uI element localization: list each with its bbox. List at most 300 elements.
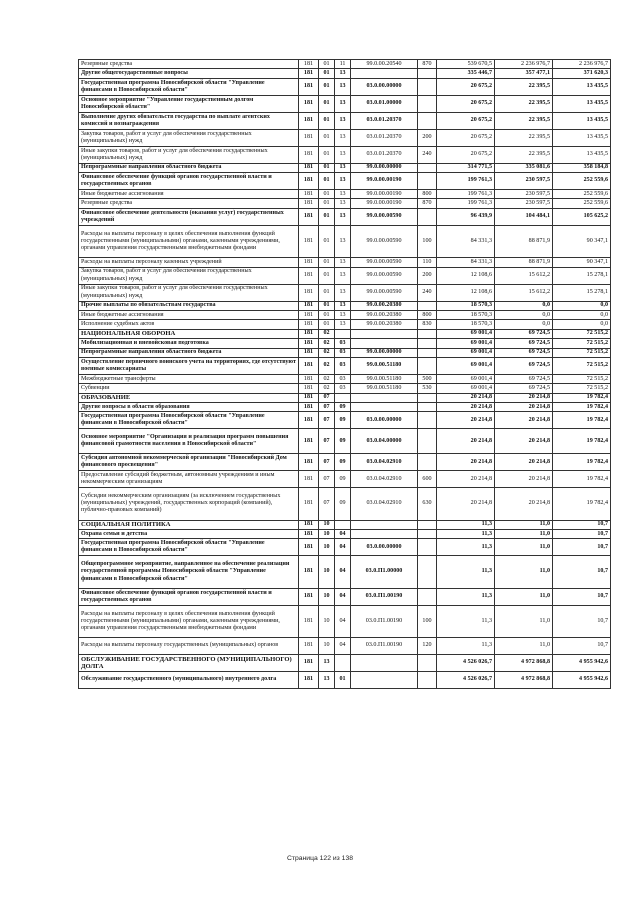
table-row bbox=[79, 429, 611, 454]
row-name-cell: Непрограммные направления областного бюджета bbox=[79, 163, 299, 172]
table-row bbox=[79, 284, 611, 301]
row-target-article-cell: 03.0.04.02910 bbox=[351, 454, 418, 471]
row-expense-type-cell bbox=[418, 301, 437, 310]
row-subsection-cell: 03 bbox=[335, 339, 351, 348]
row-grbs-cell: 181 bbox=[299, 146, 319, 163]
table-row bbox=[79, 529, 611, 538]
row-name-cell: Государственная программа Новосибирской области "Управление финансами в Новосибирской области" bbox=[79, 412, 299, 429]
row-section-cell: 02 bbox=[319, 329, 335, 338]
row-target-article-cell: 03.0.04.02910 bbox=[351, 488, 418, 520]
row-amount-year1-cell: 18 570,3 bbox=[437, 310, 495, 319]
row-amount-year2-cell: 357 477,1 bbox=[495, 69, 553, 78]
row-amount-year2-cell: 22 395,5 bbox=[495, 146, 553, 163]
table-row bbox=[79, 339, 611, 348]
table-row bbox=[79, 267, 611, 284]
row-name-cell: Иные закупки товаров, работ и услуг для обеспечения государственных (муниципальных) нужд bbox=[79, 146, 299, 163]
row-amount-year1-cell: 69 001,4 bbox=[437, 339, 495, 348]
row-subsection-cell: 13 bbox=[335, 173, 351, 190]
row-subsection-cell: 09 bbox=[335, 429, 351, 454]
row-expense-type-cell bbox=[418, 393, 437, 402]
row-target-article-cell: 99.0.00.00590 bbox=[351, 267, 418, 284]
page-number: Страница 122 из 138 bbox=[286, 855, 354, 862]
row-grbs-cell: 181 bbox=[299, 258, 319, 267]
row-target-article-cell: 99.0.00.00000 bbox=[351, 348, 418, 357]
row-section-cell: 10 bbox=[319, 539, 335, 556]
row-grbs-cell: 181 bbox=[299, 556, 319, 588]
row-amount-year3-cell: 2 236 976,7 bbox=[553, 60, 611, 69]
row-section-cell: 10 bbox=[319, 588, 335, 605]
row-section-cell: 01 bbox=[319, 199, 335, 208]
row-section-cell: 01 bbox=[319, 69, 335, 78]
table-row bbox=[79, 310, 611, 319]
row-expense-type-cell bbox=[418, 329, 437, 338]
row-amount-year1-cell: 84 331,3 bbox=[437, 225, 495, 257]
row-section-cell: 01 bbox=[319, 60, 335, 69]
row-subsection-cell: 03 bbox=[335, 384, 351, 393]
row-amount-year3-cell: 72 515,2 bbox=[553, 384, 611, 393]
row-name-cell: Расходы на выплаты персоналу казенных учреждений bbox=[79, 258, 299, 267]
row-amount-year2-cell: 22 395,5 bbox=[495, 129, 553, 146]
row-section-cell: 02 bbox=[319, 384, 335, 393]
row-section-cell: 01 bbox=[319, 310, 335, 319]
table-row bbox=[79, 225, 611, 257]
row-expense-type-cell bbox=[418, 69, 437, 78]
row-name-cell: ОБСЛУЖИВАНИЕ ГОСУДАРСТВЕННОГО (МУНИЦИПАЛЬНОГО) ДОЛГА bbox=[79, 655, 299, 672]
row-subsection-cell: 13 bbox=[335, 225, 351, 257]
row-grbs-cell: 181 bbox=[299, 655, 319, 672]
row-section-cell: 01 bbox=[319, 320, 335, 329]
row-expense-type-cell: 600 bbox=[418, 471, 437, 488]
row-name-cell: Расходы на выплаты персоналу государственных (муниципальных) органов bbox=[79, 638, 299, 655]
row-grbs-cell: 181 bbox=[299, 393, 319, 402]
row-amount-year3-cell: 10,7 bbox=[553, 520, 611, 529]
row-amount-year3-cell: 252 559,6 bbox=[553, 190, 611, 199]
row-name-cell: Прочие выплаты по обязательствам государства bbox=[79, 301, 299, 310]
row-target-article-cell: 99.0.00.20380 bbox=[351, 301, 418, 310]
row-section-cell: 13 bbox=[319, 672, 335, 689]
row-expense-type-cell: 110 bbox=[418, 258, 437, 267]
table-row bbox=[79, 488, 611, 520]
row-name-cell: Резервные средства bbox=[79, 60, 299, 69]
row-name-cell: Другие вопросы в области образования bbox=[79, 403, 299, 412]
row-section-cell: 07 bbox=[319, 454, 335, 471]
row-amount-year2-cell: 11,0 bbox=[495, 520, 553, 529]
row-target-article-cell: 03.0.00.00000 bbox=[351, 78, 418, 95]
row-amount-year2-cell: 22 395,5 bbox=[495, 112, 553, 129]
table-row bbox=[79, 348, 611, 357]
row-subsection-cell: 04 bbox=[335, 529, 351, 538]
table-row bbox=[79, 320, 611, 329]
row-subsection-cell: 13 bbox=[335, 320, 351, 329]
row-target-article-cell: 99.0.00.00590 bbox=[351, 208, 418, 225]
row-target-article-cell: 03.0.01.20370 bbox=[351, 112, 418, 129]
row-grbs-cell: 181 bbox=[299, 320, 319, 329]
row-subsection-cell: 13 bbox=[335, 163, 351, 172]
row-amount-year3-cell: 252 559,6 bbox=[553, 173, 611, 190]
row-amount-year2-cell: 0,0 bbox=[495, 310, 553, 319]
row-target-article-cell: 99.0.00.51180 bbox=[351, 374, 418, 383]
row-target-article-cell: 99.0.00.00590 bbox=[351, 258, 418, 267]
row-target-article-cell: 99.0.00.00590 bbox=[351, 284, 418, 301]
row-target-article-cell bbox=[351, 520, 418, 529]
row-amount-year3-cell: 10,7 bbox=[553, 529, 611, 538]
row-subsection-cell bbox=[335, 329, 351, 338]
row-amount-year2-cell: 20 214,8 bbox=[495, 471, 553, 488]
row-grbs-cell: 181 bbox=[299, 374, 319, 383]
row-section-cell: 07 bbox=[319, 429, 335, 454]
row-amount-year1-cell: 11,3 bbox=[437, 539, 495, 556]
row-section-cell: 01 bbox=[319, 284, 335, 301]
row-subsection-cell: 13 bbox=[335, 301, 351, 310]
table-row bbox=[79, 190, 611, 199]
row-name-cell: Субсидии некоммерческим организациям (за исключением государственных (муниципальных) учреждений, государственных корпораций (компаний), публично-правовых компаний) bbox=[79, 488, 299, 520]
row-amount-year2-cell: 0,0 bbox=[495, 320, 553, 329]
row-section-cell: 07 bbox=[319, 412, 335, 429]
row-expense-type-cell: 100 bbox=[418, 225, 437, 257]
row-amount-year3-cell: 13 435,5 bbox=[553, 78, 611, 95]
row-amount-year1-cell: 199 761,3 bbox=[437, 190, 495, 199]
row-subsection-cell: 04 bbox=[335, 556, 351, 588]
row-name-cell: Субвенции bbox=[79, 384, 299, 393]
row-amount-year2-cell: 2 236 976,7 bbox=[495, 60, 553, 69]
row-name-cell: Расходы на выплаты персоналу в целях обеспечения выполнения функций государственными (муниципальными) органами, казенными учреждениями, органами управления государственными внебюджетными фондами bbox=[79, 605, 299, 637]
row-target-article-cell: 99.0.00.20380 bbox=[351, 310, 418, 319]
row-expense-type-cell bbox=[418, 556, 437, 588]
table-row bbox=[79, 146, 611, 163]
row-name-cell: НАЦИОНАЛЬНАЯ ОБОРОНА bbox=[79, 329, 299, 338]
row-name-cell: Государственная программа Новосибирской области "Управление финансами в Новосибирской области" bbox=[79, 78, 299, 95]
row-amount-year3-cell: 13 435,5 bbox=[553, 112, 611, 129]
table-row bbox=[79, 163, 611, 172]
row-expense-type-cell bbox=[418, 163, 437, 172]
row-amount-year1-cell: 11,3 bbox=[437, 588, 495, 605]
row-subsection-cell bbox=[335, 655, 351, 672]
row-amount-year1-cell: 84 331,3 bbox=[437, 258, 495, 267]
row-grbs-cell: 181 bbox=[299, 605, 319, 637]
row-amount-year1-cell: 69 001,4 bbox=[437, 348, 495, 357]
row-expense-type-cell: 500 bbox=[418, 374, 437, 383]
row-subsection-cell: 13 bbox=[335, 284, 351, 301]
row-subsection-cell bbox=[335, 393, 351, 402]
row-section-cell: 07 bbox=[319, 488, 335, 520]
row-section-cell: 01 bbox=[319, 267, 335, 284]
row-section-cell: 01 bbox=[319, 225, 335, 257]
row-subsection-cell: 03 bbox=[335, 357, 351, 374]
row-grbs-cell: 181 bbox=[299, 78, 319, 95]
row-section-cell: 10 bbox=[319, 605, 335, 637]
row-target-article-cell: 99.0.00.00190 bbox=[351, 173, 418, 190]
row-subsection-cell bbox=[335, 520, 351, 529]
row-amount-year3-cell: 358 184,8 bbox=[553, 163, 611, 172]
row-subsection-cell: 13 bbox=[335, 190, 351, 199]
row-amount-year2-cell: 88 871,9 bbox=[495, 258, 553, 267]
table-row bbox=[79, 258, 611, 267]
row-amount-year3-cell: 72 515,2 bbox=[553, 329, 611, 338]
row-name-cell: Основное мероприятие "Организация и реализация программ повышения финансовой грамотности населения в Новосибирской области" bbox=[79, 429, 299, 454]
row-amount-year2-cell: 20 214,8 bbox=[495, 454, 553, 471]
row-amount-year2-cell: 0,0 bbox=[495, 301, 553, 310]
row-expense-type-cell bbox=[418, 78, 437, 95]
row-target-article-cell: 03.0.01.20370 bbox=[351, 146, 418, 163]
table-row bbox=[79, 357, 611, 374]
row-name-cell: Расходы на выплаты персоналу в целях обеспечения выполнения функций государственными (муниципальными) органами, казенными учреждениями, органами управления государственными внебюджетными фондами bbox=[79, 225, 299, 257]
row-amount-year3-cell: 0,0 bbox=[553, 301, 611, 310]
table-row bbox=[79, 384, 611, 393]
row-expense-type-cell: 200 bbox=[418, 129, 437, 146]
row-name-cell: Обслуживание государственного (муниципального) внутреннего долга bbox=[79, 672, 299, 689]
row-name-cell: Исполнение судебных актов bbox=[79, 320, 299, 329]
row-amount-year1-cell: 20 214,8 bbox=[437, 393, 495, 402]
row-amount-year3-cell: 4 955 942,6 bbox=[553, 655, 611, 672]
row-section-cell: 02 bbox=[319, 339, 335, 348]
table-row bbox=[79, 520, 611, 529]
row-amount-year3-cell: 371 620,3 bbox=[553, 69, 611, 78]
table-row bbox=[79, 539, 611, 556]
row-section-cell: 13 bbox=[319, 655, 335, 672]
row-amount-year2-cell: 22 395,5 bbox=[495, 95, 553, 112]
row-target-article-cell bbox=[351, 529, 418, 538]
row-name-cell: Выполнение других обязательств государства по выплате агентских комиссий и вознаграждения bbox=[79, 112, 299, 129]
row-amount-year2-cell: 104 484,1 bbox=[495, 208, 553, 225]
row-name-cell: Финансовое обеспечение функций органов государственной власти и государственных органов bbox=[79, 173, 299, 190]
row-amount-year1-cell: 11,3 bbox=[437, 529, 495, 538]
row-section-cell: 01 bbox=[319, 163, 335, 172]
row-name-cell: Иные бюджетные ассигнования bbox=[79, 190, 299, 199]
row-grbs-cell: 181 bbox=[299, 384, 319, 393]
row-grbs-cell: 181 bbox=[299, 163, 319, 172]
row-amount-year2-cell: 15 612,2 bbox=[495, 284, 553, 301]
row-amount-year2-cell: 11,0 bbox=[495, 588, 553, 605]
row-amount-year1-cell: 20 675,2 bbox=[437, 112, 495, 129]
row-section-cell: 01 bbox=[319, 190, 335, 199]
row-target-article-cell bbox=[351, 339, 418, 348]
row-amount-year1-cell: 199 761,3 bbox=[437, 199, 495, 208]
row-amount-year2-cell: 20 214,8 bbox=[495, 429, 553, 454]
row-amount-year2-cell: 69 724,5 bbox=[495, 384, 553, 393]
row-amount-year1-cell: 20 214,8 bbox=[437, 488, 495, 520]
row-amount-year1-cell: 18 570,3 bbox=[437, 320, 495, 329]
row-target-article-cell: 03.0.П1.00190 bbox=[351, 605, 418, 637]
row-expense-type-cell: 240 bbox=[418, 284, 437, 301]
row-amount-year3-cell: 19 782,4 bbox=[553, 412, 611, 429]
row-amount-year2-cell: 11,0 bbox=[495, 605, 553, 637]
table-row bbox=[79, 208, 611, 225]
row-section-cell: 01 bbox=[319, 112, 335, 129]
row-grbs-cell: 181 bbox=[299, 529, 319, 538]
row-subsection-cell: 04 bbox=[335, 605, 351, 637]
row-expense-type-cell bbox=[418, 655, 437, 672]
row-amount-year2-cell: 11,0 bbox=[495, 529, 553, 538]
row-amount-year3-cell: 10,7 bbox=[553, 556, 611, 588]
row-amount-year1-cell: 20 214,8 bbox=[437, 403, 495, 412]
row-grbs-cell: 181 bbox=[299, 454, 319, 471]
row-target-article-cell: 03.0.01.00000 bbox=[351, 95, 418, 112]
row-target-article-cell: 03.0.04.00000 bbox=[351, 429, 418, 454]
row-target-article-cell: 99.0.00.00000 bbox=[351, 163, 418, 172]
row-grbs-cell: 181 bbox=[299, 208, 319, 225]
row-expense-type-cell: 800 bbox=[418, 190, 437, 199]
row-grbs-cell: 181 bbox=[299, 403, 319, 412]
row-expense-type-cell bbox=[418, 112, 437, 129]
table-row bbox=[79, 301, 611, 310]
row-subsection-cell: 09 bbox=[335, 403, 351, 412]
row-subsection-cell: 13 bbox=[335, 69, 351, 78]
row-subsection-cell: 11 bbox=[335, 60, 351, 69]
row-grbs-cell: 181 bbox=[299, 429, 319, 454]
row-target-article-cell bbox=[351, 655, 418, 672]
row-amount-year2-cell: 15 612,2 bbox=[495, 267, 553, 284]
row-amount-year3-cell: 10,7 bbox=[553, 539, 611, 556]
row-expense-type-cell bbox=[418, 357, 437, 374]
row-subsection-cell: 03 bbox=[335, 348, 351, 357]
row-amount-year1-cell: 4 526 026,7 bbox=[437, 655, 495, 672]
table-row bbox=[79, 588, 611, 605]
row-grbs-cell: 181 bbox=[299, 69, 319, 78]
row-amount-year1-cell: 69 001,4 bbox=[437, 384, 495, 393]
row-grbs-cell: 181 bbox=[299, 520, 319, 529]
row-expense-type-cell: 240 bbox=[418, 146, 437, 163]
row-section-cell: 01 bbox=[319, 301, 335, 310]
row-amount-year1-cell: 314 771,5 bbox=[437, 163, 495, 172]
row-grbs-cell: 181 bbox=[299, 199, 319, 208]
row-expense-type-cell bbox=[418, 529, 437, 538]
row-name-cell: Субсидия автономной некоммерческой организации "Новосибирский Дом финансового просвещения" bbox=[79, 454, 299, 471]
row-grbs-cell: 181 bbox=[299, 357, 319, 374]
row-section-cell: 07 bbox=[319, 471, 335, 488]
row-name-cell: Другие общегосударственные вопросы bbox=[79, 69, 299, 78]
row-target-article-cell bbox=[351, 393, 418, 402]
row-amount-year3-cell: 10,7 bbox=[553, 605, 611, 637]
row-amount-year1-cell: 20 675,2 bbox=[437, 78, 495, 95]
row-amount-year2-cell: 335 081,6 bbox=[495, 163, 553, 172]
row-expense-type-cell bbox=[418, 429, 437, 454]
table-row bbox=[79, 60, 611, 69]
row-section-cell: 02 bbox=[319, 348, 335, 357]
row-amount-year3-cell: 72 515,2 bbox=[553, 348, 611, 357]
row-name-cell: Непрограммные направления областного бюджета bbox=[79, 348, 299, 357]
row-grbs-cell: 181 bbox=[299, 638, 319, 655]
row-amount-year2-cell: 230 597,5 bbox=[495, 190, 553, 199]
row-name-cell: Финансовое обеспечение деятельности (оказания услуг) государственных учреждений bbox=[79, 208, 299, 225]
row-expense-type-cell bbox=[418, 173, 437, 190]
row-section-cell: 01 bbox=[319, 129, 335, 146]
row-name-cell: Закупка товаров, работ и услуг для обеспечения государственных (муниципальных) нужд bbox=[79, 129, 299, 146]
row-target-article-cell: 03.0.П1.00000 bbox=[351, 556, 418, 588]
row-amount-year3-cell: 19 782,4 bbox=[553, 403, 611, 412]
row-subsection-cell: 13 bbox=[335, 95, 351, 112]
row-amount-year1-cell: 335 446,7 bbox=[437, 69, 495, 78]
row-subsection-cell: 13 bbox=[335, 78, 351, 95]
row-amount-year2-cell: 69 724,5 bbox=[495, 339, 553, 348]
row-name-cell: Резервные средства bbox=[79, 199, 299, 208]
row-grbs-cell: 181 bbox=[299, 348, 319, 357]
row-section-cell: 10 bbox=[319, 556, 335, 588]
row-amount-year2-cell: 4 972 868,8 bbox=[495, 655, 553, 672]
row-amount-year1-cell: 18 570,3 bbox=[437, 301, 495, 310]
row-name-cell: Осуществление первичного воинского учета на территориях, где отсутствуют военные комиссариаты bbox=[79, 357, 299, 374]
row-amount-year1-cell: 539 670,5 bbox=[437, 60, 495, 69]
row-expense-type-cell bbox=[418, 539, 437, 556]
row-subsection-cell: 04 bbox=[335, 638, 351, 655]
row-subsection-cell: 01 bbox=[335, 672, 351, 689]
row-amount-year3-cell: 4 955 942,6 bbox=[553, 672, 611, 689]
table-row bbox=[79, 199, 611, 208]
row-amount-year2-cell: 20 214,8 bbox=[495, 403, 553, 412]
row-section-cell: 07 bbox=[319, 393, 335, 402]
row-grbs-cell: 181 bbox=[299, 190, 319, 199]
row-amount-year3-cell: 15 278,1 bbox=[553, 267, 611, 284]
row-target-article-cell: 99.0.00.51180 bbox=[351, 384, 418, 393]
row-amount-year1-cell: 11,3 bbox=[437, 520, 495, 529]
table-row bbox=[79, 95, 611, 112]
row-amount-year2-cell: 69 724,5 bbox=[495, 374, 553, 383]
row-expense-type-cell bbox=[418, 454, 437, 471]
row-target-article-cell bbox=[351, 69, 418, 78]
row-expense-type-cell: 630 bbox=[418, 488, 437, 520]
row-amount-year2-cell: 230 597,5 bbox=[495, 199, 553, 208]
row-subsection-cell: 13 bbox=[335, 199, 351, 208]
row-amount-year1-cell: 20 214,8 bbox=[437, 471, 495, 488]
row-amount-year3-cell: 19 782,4 bbox=[553, 454, 611, 471]
table-row bbox=[79, 393, 611, 402]
table-row bbox=[79, 112, 611, 129]
row-amount-year2-cell: 22 395,5 bbox=[495, 78, 553, 95]
row-section-cell: 10 bbox=[319, 520, 335, 529]
table-row bbox=[79, 556, 611, 588]
row-amount-year3-cell: 90 347,1 bbox=[553, 258, 611, 267]
row-amount-year1-cell: 69 001,4 bbox=[437, 329, 495, 338]
row-expense-type-cell bbox=[418, 339, 437, 348]
row-subsection-cell: 13 bbox=[335, 258, 351, 267]
row-grbs-cell: 181 bbox=[299, 539, 319, 556]
row-grbs-cell: 181 bbox=[299, 412, 319, 429]
row-target-article-cell bbox=[351, 672, 418, 689]
table-row bbox=[79, 605, 611, 637]
row-amount-year2-cell: 11,0 bbox=[495, 638, 553, 655]
row-target-article-cell bbox=[351, 329, 418, 338]
row-expense-type-cell: 800 bbox=[418, 310, 437, 319]
row-name-cell: Предоставление субсидий бюджетным, автономным учреждениям и иным некоммерческим организациям bbox=[79, 471, 299, 488]
row-amount-year2-cell: 230 597,5 bbox=[495, 173, 553, 190]
table-row bbox=[79, 412, 611, 429]
row-target-article-cell: 03.0.00.00000 bbox=[351, 539, 418, 556]
row-subsection-cell: 09 bbox=[335, 412, 351, 429]
row-grbs-cell: 181 bbox=[299, 284, 319, 301]
row-name-cell: Мобилизационная и вневойсковая подготовка bbox=[79, 339, 299, 348]
row-subsection-cell: 13 bbox=[335, 208, 351, 225]
row-amount-year1-cell: 20 214,8 bbox=[437, 454, 495, 471]
table-row bbox=[79, 672, 611, 689]
row-expense-type-cell bbox=[418, 95, 437, 112]
row-target-article-cell: 99.0.00.51180 bbox=[351, 357, 418, 374]
row-amount-year3-cell: 10,7 bbox=[553, 638, 611, 655]
row-amount-year1-cell: 20 675,2 bbox=[437, 129, 495, 146]
row-expense-type-cell: 870 bbox=[418, 199, 437, 208]
budget-page bbox=[78, 59, 610, 689]
budget-table-body bbox=[79, 60, 611, 689]
row-section-cell: 02 bbox=[319, 374, 335, 383]
row-section-cell: 02 bbox=[319, 357, 335, 374]
row-section-cell: 07 bbox=[319, 403, 335, 412]
row-section-cell: 01 bbox=[319, 146, 335, 163]
row-grbs-cell: 181 bbox=[299, 129, 319, 146]
row-amount-year3-cell: 252 559,6 bbox=[553, 199, 611, 208]
row-amount-year3-cell: 19 782,4 bbox=[553, 471, 611, 488]
budget-table bbox=[78, 59, 611, 689]
row-grbs-cell: 181 bbox=[299, 310, 319, 319]
row-expense-type-cell bbox=[418, 672, 437, 689]
row-amount-year1-cell: 69 001,4 bbox=[437, 357, 495, 374]
